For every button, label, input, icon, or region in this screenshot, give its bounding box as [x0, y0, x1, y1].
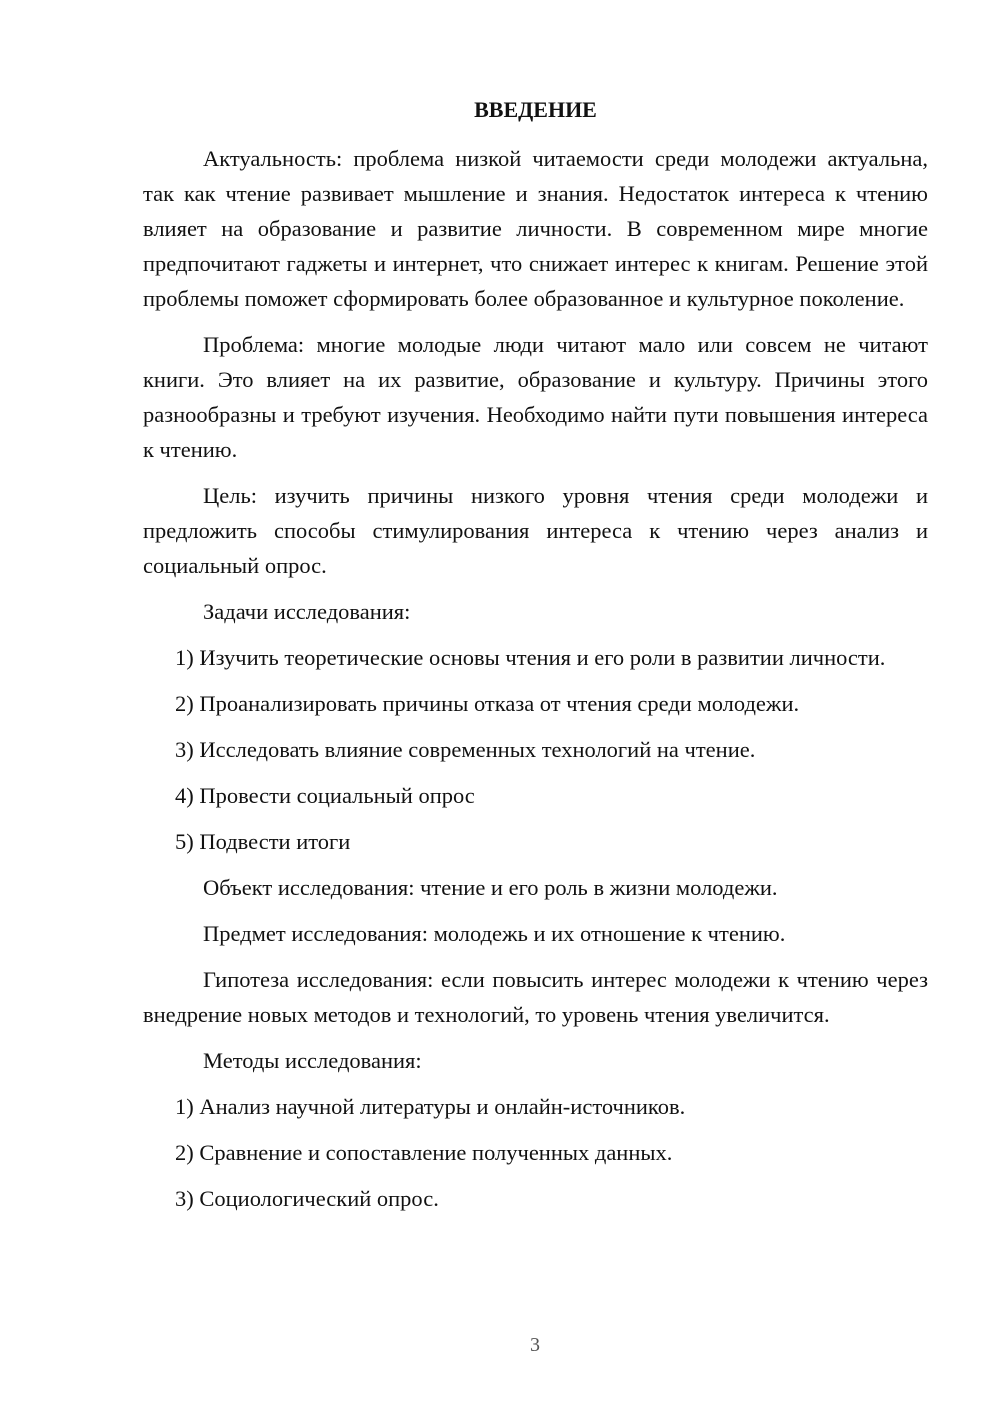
hypothesis-paragraph: Гипотеза исследования: если повысить интерес молодежи к чтению через внедрение новых методов и технологий, то уровень чтения увеличится. [143, 967, 928, 1027]
relevance-paragraph: Актуальность: проблема низкой читаемости среди молодежи актуальна, так как чтение развивает мышление и знания. Недостаток интереса к чтению влияет на образование и развитие личности. В современном мире многие предпочитают гаджеты и интернет, что снижает интерес к книгам. Решение этой проблемы поможет сформировать более образованное и культурное поколение. [143, 146, 928, 311]
section-title: ВВЕДЕНИЕ [474, 97, 597, 122]
task-item: 3) Исследовать влияние современных технологий на чтение. [175, 737, 756, 762]
method-item: 2) Сравнение и сопоставление полученных данных. [175, 1140, 673, 1165]
method-item: 3) Социологический опрос. [175, 1186, 439, 1211]
task-item: 2) Проанализировать причины отказа от чтения среди молодежи. [175, 691, 800, 716]
task-item: 5) Подвести итоги [175, 829, 351, 854]
task-item: 4) Провести социальный опрос [175, 783, 475, 808]
problem-paragraph: Проблема: многие молодые люди читают мало или совсем не читают книги. Это влияет на их развитие, образование и культуру. Причины этого разнообразны и требуют изучения. Необходимо найти пути повышения интереса к чтению. [143, 332, 928, 462]
task-item: 1) Изучить теоретические основы чтения и его роли в развитии личности. [175, 645, 886, 670]
subject-paragraph: Предмет исследования: молодежь и их отношение к чтению. [203, 921, 786, 946]
tasks-label: Задачи исследования: [203, 599, 411, 624]
object-paragraph: Объект исследования: чтение и его роль в жизни молодежи. [203, 875, 778, 900]
document-page [143, 92, 928, 1227]
goal-paragraph: Цель: изучить причины низкого уровня чтения среди молодежи и предложить способы стимулирования интереса к чтению через анализ и социальный опрос. [143, 483, 928, 578]
page-number: 3 [530, 1334, 540, 1356]
method-item: 1) Анализ научной литературы и онлайн-источников. [175, 1094, 686, 1119]
methods-label: Методы исследования: [203, 1048, 422, 1073]
